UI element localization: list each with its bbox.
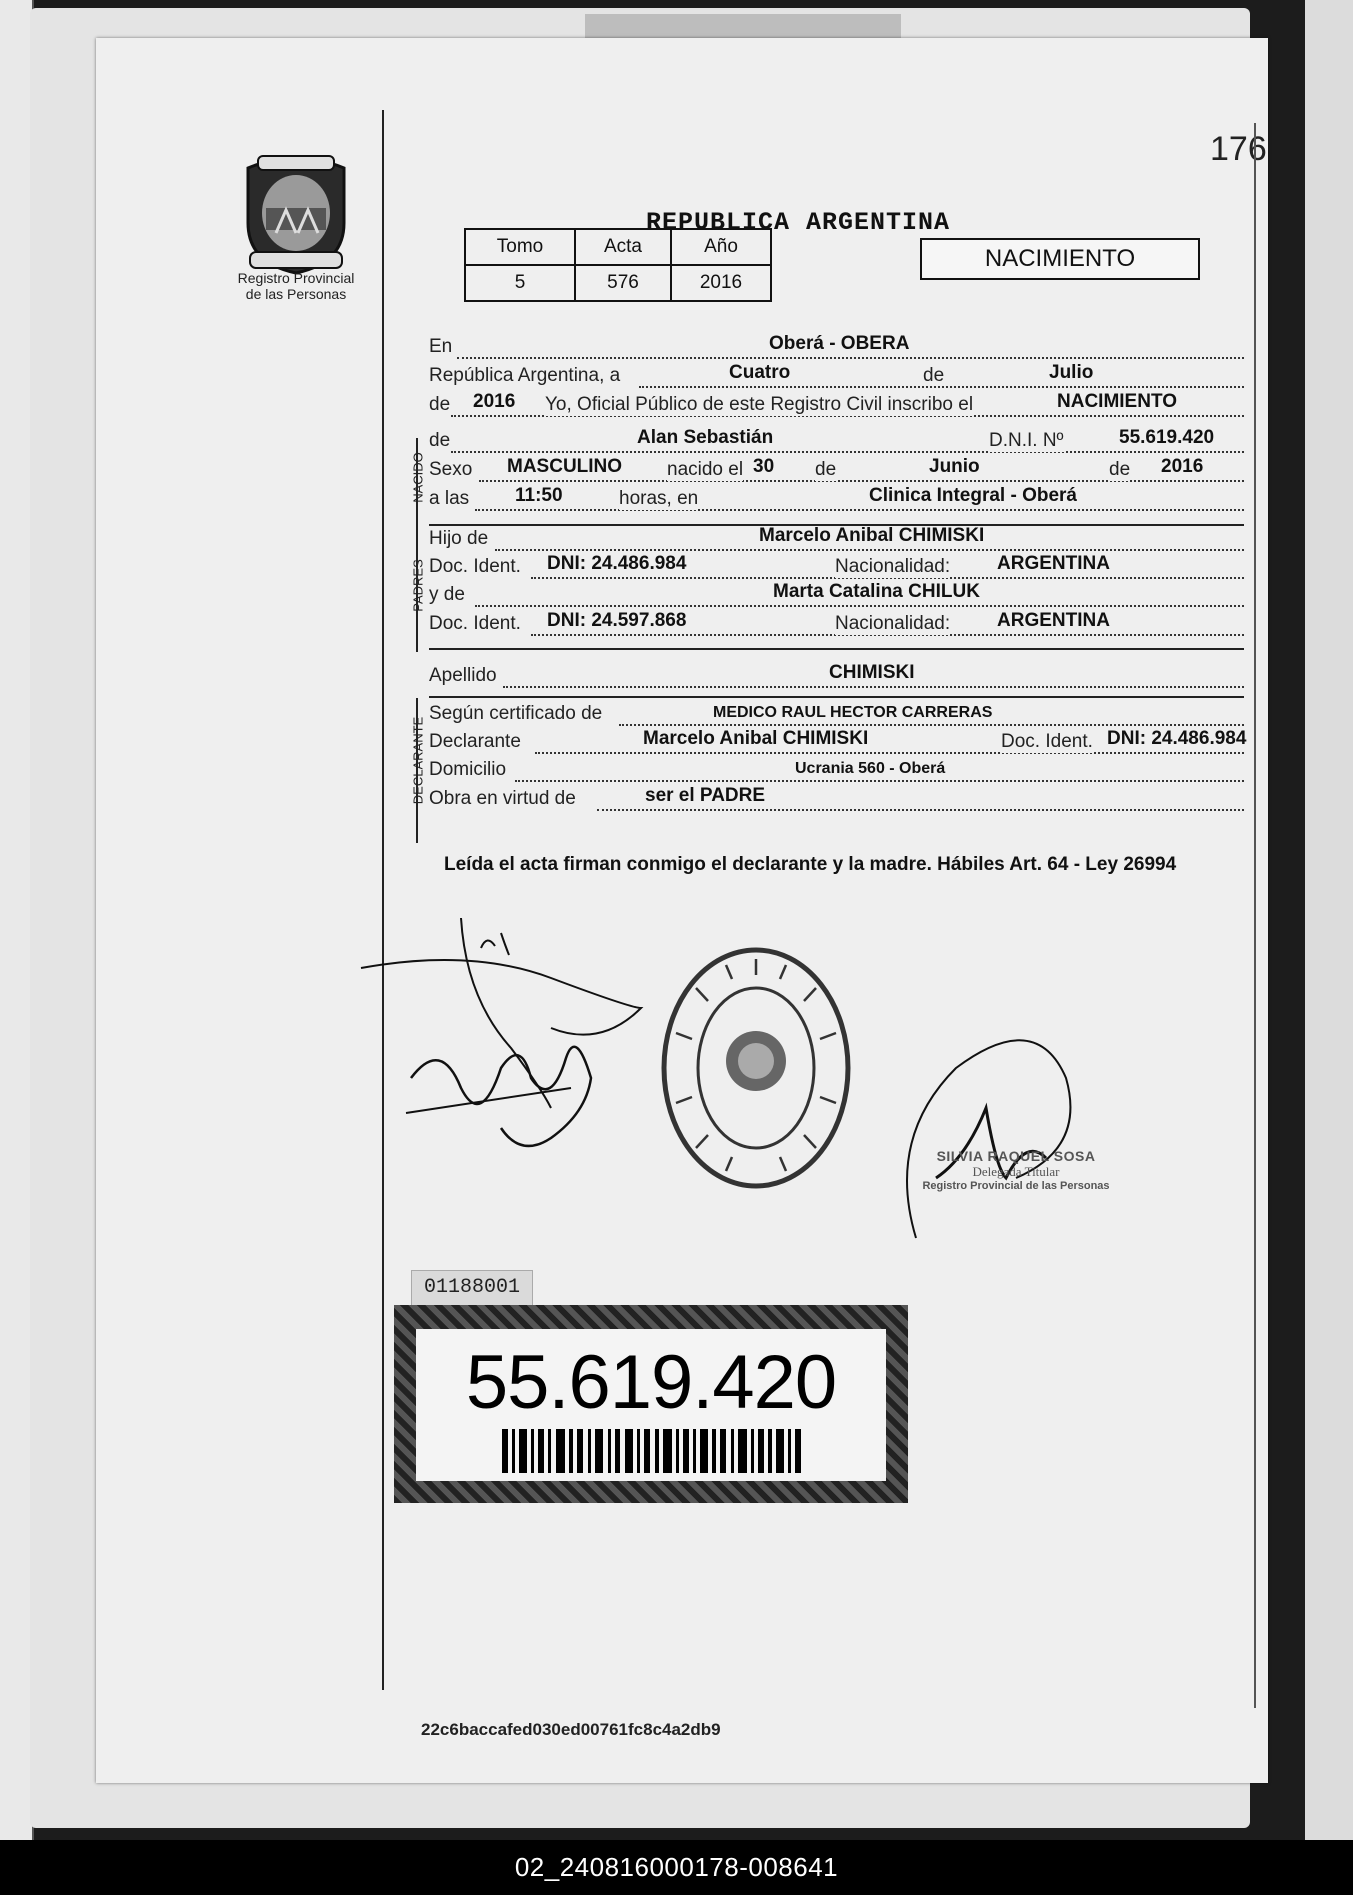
value-father-doc: DNI: 24.486.984	[547, 553, 687, 574]
value-birth-year: 2016	[1161, 456, 1204, 477]
barcode-icon	[502, 1429, 802, 1473]
value-birth-place: Clinica Integral - Oberá	[869, 485, 1077, 506]
registry-caption	[216, 270, 376, 302]
value-declarant-doc: DNI: 24.486.984	[1107, 728, 1247, 749]
line-place	[429, 333, 1244, 364]
label-mother-doc: Doc. Ident.	[429, 613, 521, 634]
label-father-nationality: Nacionalidad:	[835, 556, 951, 577]
value-birth-month: Junio	[929, 456, 980, 477]
label-sex: Sexo	[429, 459, 473, 480]
value-father-name: Marcelo Anibal CHIMISKI	[759, 525, 985, 546]
province-seal-icon	[236, 148, 356, 278]
value-child-name: Alan Sebastián	[637, 427, 774, 448]
value-record-kind: NACIMIENTO	[1057, 391, 1177, 412]
closing-statement: Leída el acta firman conmigo el declarante y la madre. Hábiles Art. 64 - Ley 26994	[444, 854, 1177, 875]
line-father-doc	[429, 553, 1244, 584]
page-number: 176	[1210, 130, 1267, 168]
line-mother	[429, 581, 1244, 612]
registrar-block	[906, 1148, 1126, 1192]
value-capacity: ser el PADRE	[645, 785, 766, 806]
table-value-tomo: 5	[465, 265, 575, 301]
label-born: nacido el	[667, 459, 744, 480]
label-capacity: Obra en virtud de	[429, 788, 576, 809]
label-de5: de	[1109, 459, 1131, 480]
value-sex: MASCULINO	[507, 456, 623, 477]
table-header-tomo: Tomo	[465, 229, 575, 265]
value-place: Oberá - OBERA	[769, 333, 910, 354]
line-certificate	[429, 703, 1244, 731]
value-birth-time: 11:50	[515, 485, 563, 506]
label-certificate: Según certificado de	[429, 703, 603, 724]
value-day: Cuatro	[729, 362, 791, 383]
line-child	[429, 427, 1244, 458]
registry-caption-line2: de las Personas	[245, 286, 347, 302]
line-time	[429, 485, 1244, 516]
page-edge-rule	[1254, 123, 1256, 1708]
label-hours: horas, en	[619, 488, 699, 509]
label-son-of: Hijo de	[429, 528, 489, 549]
label-surname: Apellido	[429, 665, 497, 686]
value-father-nationality: ARGENTINA	[997, 553, 1110, 574]
document-hash: 22c6baccafed030ed00761fc8c4a2db9	[421, 1720, 721, 1739]
scan-caption: 02_240816000178-008641	[0, 1840, 1353, 1895]
document-title: REPUBLICA ARGENTINA	[646, 208, 951, 237]
value-birth-day: 30	[753, 456, 775, 477]
registrar-name: SILVIA RAQUEL SOSA	[936, 1148, 1096, 1164]
line-capacity	[429, 785, 1244, 816]
value-surname: CHIMISKI	[829, 662, 915, 683]
value-declarant: Marcelo Anibal CHIMISKI	[643, 728, 869, 749]
line-father	[429, 525, 1244, 556]
label-de3: de	[429, 430, 451, 451]
line-address	[429, 759, 1244, 787]
label-de4: de	[815, 459, 837, 480]
line-declarant	[429, 728, 1247, 759]
table-value-ano: 2016	[671, 265, 771, 301]
table-header-ano: Año	[671, 229, 771, 265]
label-de1: de	[923, 365, 945, 386]
line-sex	[429, 456, 1244, 487]
label-declarant: Declarante	[429, 731, 521, 752]
label-mother-nationality: Nacionalidad:	[835, 613, 951, 634]
dni-sticker	[394, 1305, 908, 1503]
line-date	[429, 362, 1244, 393]
label-republic: República Argentina, a	[429, 365, 621, 386]
value-mother-doc: DNI: 24.597.868	[547, 610, 687, 631]
book-table	[464, 228, 772, 302]
line-surname	[429, 662, 1244, 693]
label-dni: D.N.I. Nº	[989, 430, 1064, 451]
value-address: Ucrania 560 - Oberá	[795, 760, 946, 777]
value-child-dni: 55.619.420	[1119, 427, 1215, 448]
registry-stamp-icon	[656, 943, 856, 1193]
side-label-declarant: DECLARANTE	[410, 716, 426, 805]
line-mother-doc	[429, 610, 1244, 641]
table-value-acta: 576	[575, 265, 671, 301]
table-header-acta: Acta	[575, 229, 671, 265]
backdrop-left	[0, 0, 34, 1840]
value-month: Julio	[1049, 362, 1094, 383]
label-and-of: y de	[429, 584, 465, 605]
label-at: a las	[429, 488, 470, 509]
sticker-dni-number: 55.619.420	[465, 1340, 837, 1425]
label-address: Domicilio	[429, 759, 507, 780]
label-en: En	[429, 336, 453, 357]
backdrop-right	[1305, 0, 1353, 1840]
registrar-office: Registro Provincial de las Personas	[922, 1180, 1110, 1192]
side-label-parents: PADRES	[410, 559, 426, 612]
label-declarant-doc: Doc. Ident.	[1001, 731, 1093, 752]
registry-caption-line1: Registro Provincial	[237, 270, 355, 286]
label-de2: de	[429, 394, 451, 415]
value-mother-name: Marta Catalina CHILUK	[773, 581, 980, 602]
registrar-role: Delegada Titular	[972, 1164, 1060, 1179]
side-label-born: NACIDO	[410, 452, 426, 503]
value-year: 2016	[473, 391, 516, 412]
value-mother-nationality: ARGENTINA	[997, 610, 1110, 631]
label-registry-phrase: Yo, Oficial Público de este Registro Civil inscribo el	[545, 394, 974, 415]
serial-number: 01188001	[411, 1270, 533, 1306]
value-certificate: MEDICO RAUL HECTOR CARRERAS	[713, 704, 993, 721]
document-page	[96, 38, 1268, 1783]
declarant-signature	[351, 878, 691, 1168]
registrar-signature	[896, 1018, 1216, 1258]
line-year	[429, 391, 1244, 422]
record-type-box: NACIMIENTO	[920, 238, 1200, 280]
label-father-doc: Doc. Ident.	[429, 556, 521, 577]
